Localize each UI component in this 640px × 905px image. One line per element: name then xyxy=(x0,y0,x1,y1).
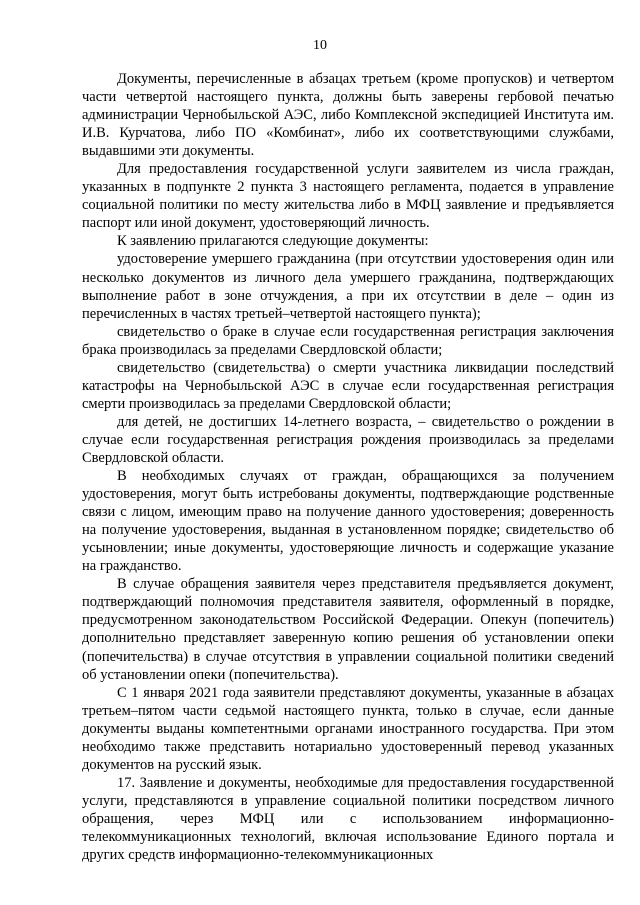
paragraph-item-17: 17. Заявление и документы, необходимые для предоставления государственной услуги, представляются в управление социальной политики посредством личного обращения, через МФЦ или с использованием информационно-телекоммуникационных технологий, включая использование Единого портала и других средств информационно-телекоммуникационных xyxy=(82,774,614,864)
paragraph-representative: В случае обращения заявителя через представителя предъявляется документ, подтверждающий полномочия представителя заявителя, оформленный в порядке, предусмотренном законодательством Российской Федерации. Опекун (попечитель) дополнительно представляет заверенную копию решения об установлении опеки (попечительства) в случае отсутствия в управлении социальной политики сведений об установлении опеки (попечительства). xyxy=(82,576,614,683)
paragraph-death-certificate: свидетельство (свидетельства) о смерти участника ликвидации последствий катастрофы на Чернобыльской АЭС в случае если государственная регистрация смерти производилась за пределами Свердловской области; xyxy=(82,359,614,412)
paragraph-application-submission: Для предоставления государственной услуги заявителем из числа граждан, указанных в подпункте 2 пункта 3 настоящего регламента, подается в управление социальной политики по месту жительства либо в МФЦ заявление и предъявляется паспорт или иной документ, удостоверяющий личность. xyxy=(82,161,614,232)
page-number: 10 xyxy=(313,38,327,53)
paragraph-deceased-certificate: удостоверение умершего гражданина (при отсутствии удостоверения один или несколько документов из личного дела умершего гражданина, подтверждающих выполнение работ в зоне отчуждения, а при их отсутствии в деле – один из перечисленных в частях третьей–четвертой настоящего пункта); xyxy=(82,251,614,322)
paragraph-additional-documents: В необходимых случаях от граждан, обращающихся за получением удостоверения, могут быть истребованы документы, подтверждающие родственные связи с лицом, имеющим право на получение данного удостоверения; доверенность на получение удостоверения, выданная в установленном порядке; свидетельство об усыновлении; иные документы, удостоверяющие личность и содержащие указание на гражданство. xyxy=(82,468,614,575)
paragraph-attached-documents-intro: К заявлению прилагаются следующие документы: xyxy=(117,233,429,250)
document-body xyxy=(82,70,614,864)
paragraph-foreign-documents: С 1 января 2021 года заявители представляют документы, указанные в абзацах третьем–пятом части седьмой настоящего пункта, только в случае, если данные документы выданы компетентными органами иностранного государства. При этом необходимо также представить нотариально удостоверенный перевод указанных документов на русский язык. xyxy=(82,684,614,773)
paragraph-certification-of-documents: Документы, перечисленные в абзацах третьем (кроме пропусков) и четвертом части четвертой настоящего пункта, должны быть заверены гербовой печатью администрации Чернобыльской АЭС, либо Комплексной экспедицией Института им. И.В. Курчатова, либо ПО «Комбинат», либо их соответствующими службами, выдавшими эти документы. xyxy=(82,71,614,160)
paragraph-marriage-certificate: свидетельство о браке в случае если государственная регистрация заключения брака производилась за пределами Свердловской области; xyxy=(82,323,614,358)
paragraph-birth-certificate: для детей, не достигших 14-летнего возраста, – свидетельство о рождении в случае если государственная регистрация рождения производилась за пределами Свердловской области. xyxy=(82,413,614,466)
